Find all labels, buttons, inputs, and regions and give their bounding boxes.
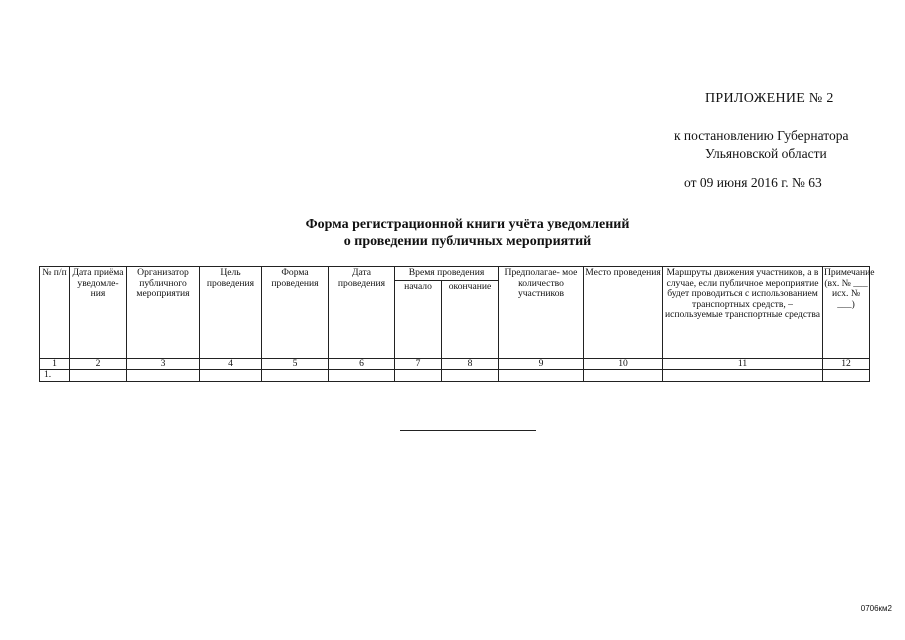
appendix-label: ПРИЛОЖЕНИЕ № 2	[705, 91, 834, 106]
table-cell[interactable]	[262, 370, 329, 382]
form-title	[0, 216, 905, 250]
col-number-cell: 3	[127, 359, 200, 370]
col-number-cell: 11	[663, 359, 823, 370]
col-number-cell: 8	[442, 359, 499, 370]
table-cell[interactable]	[499, 370, 584, 382]
decree-reference-line2: Ульяновской области	[705, 146, 827, 161]
table-row	[40, 370, 870, 382]
col-header-venue: Место проведения	[584, 267, 663, 359]
col-header-event-date: Дата проведения	[329, 267, 395, 359]
table-cell[interactable]	[70, 370, 127, 382]
table-cell[interactable]	[127, 370, 200, 382]
col-header-receipt-date: Дата приёма уведомле- ния	[70, 267, 127, 359]
table-cell[interactable]	[200, 370, 262, 382]
decree-date-number: от 09 июня 2016 г. № 63	[684, 175, 822, 190]
col-header-note: Примечание (вх. № ___ исх. № ___)	[823, 267, 870, 359]
col-number-cell: 5	[262, 359, 329, 370]
table-cell[interactable]	[823, 370, 870, 382]
col-number-cell: 6	[329, 359, 395, 370]
col-header-time-end: окончание	[442, 281, 499, 359]
form-title-line2: о проведении публичных мероприятий	[343, 234, 592, 249]
registration-table	[39, 266, 875, 382]
table-cell[interactable]	[395, 370, 442, 382]
decree-reference-line1: к постановлению Губернатора	[674, 128, 849, 143]
col-number-cell: 12	[823, 359, 870, 370]
end-separator-line	[400, 430, 536, 431]
col-number-cell: 2	[70, 359, 127, 370]
col-number-cell: 1	[40, 359, 70, 370]
col-number-cell: 10	[584, 359, 663, 370]
form-title-line1: Форма регистрационной книги учёта уведомлений	[305, 217, 630, 232]
col-number-cell: 7	[395, 359, 442, 370]
col-header-form: Форма проведения	[262, 267, 329, 359]
table-cell[interactable]	[329, 370, 395, 382]
col-header-organizer: Организатор публичного мероприятия	[127, 267, 200, 359]
table-cell[interactable]	[442, 370, 499, 382]
col-number-cell: 4	[200, 359, 262, 370]
col-header-purpose: Цель проведения	[200, 267, 262, 359]
col-header-time-start: начало	[395, 281, 442, 359]
row-number-cell: 1.	[40, 370, 70, 382]
table-cell[interactable]	[584, 370, 663, 382]
col-number-cell: 9	[499, 359, 584, 370]
col-header-participants: Предполагае- мое количество участников	[499, 267, 584, 359]
col-header-routes: Маршруты движения участников, а в случае, если публичное мероприятие будет проводиться с использованием транспортных средств, – используемые транспортные средства	[663, 267, 823, 359]
document-code: 0706км2	[860, 604, 892, 613]
table-cell[interactable]	[663, 370, 823, 382]
col-header-number: № п/п	[40, 267, 70, 359]
col-header-time: Время проведения	[395, 267, 499, 281]
